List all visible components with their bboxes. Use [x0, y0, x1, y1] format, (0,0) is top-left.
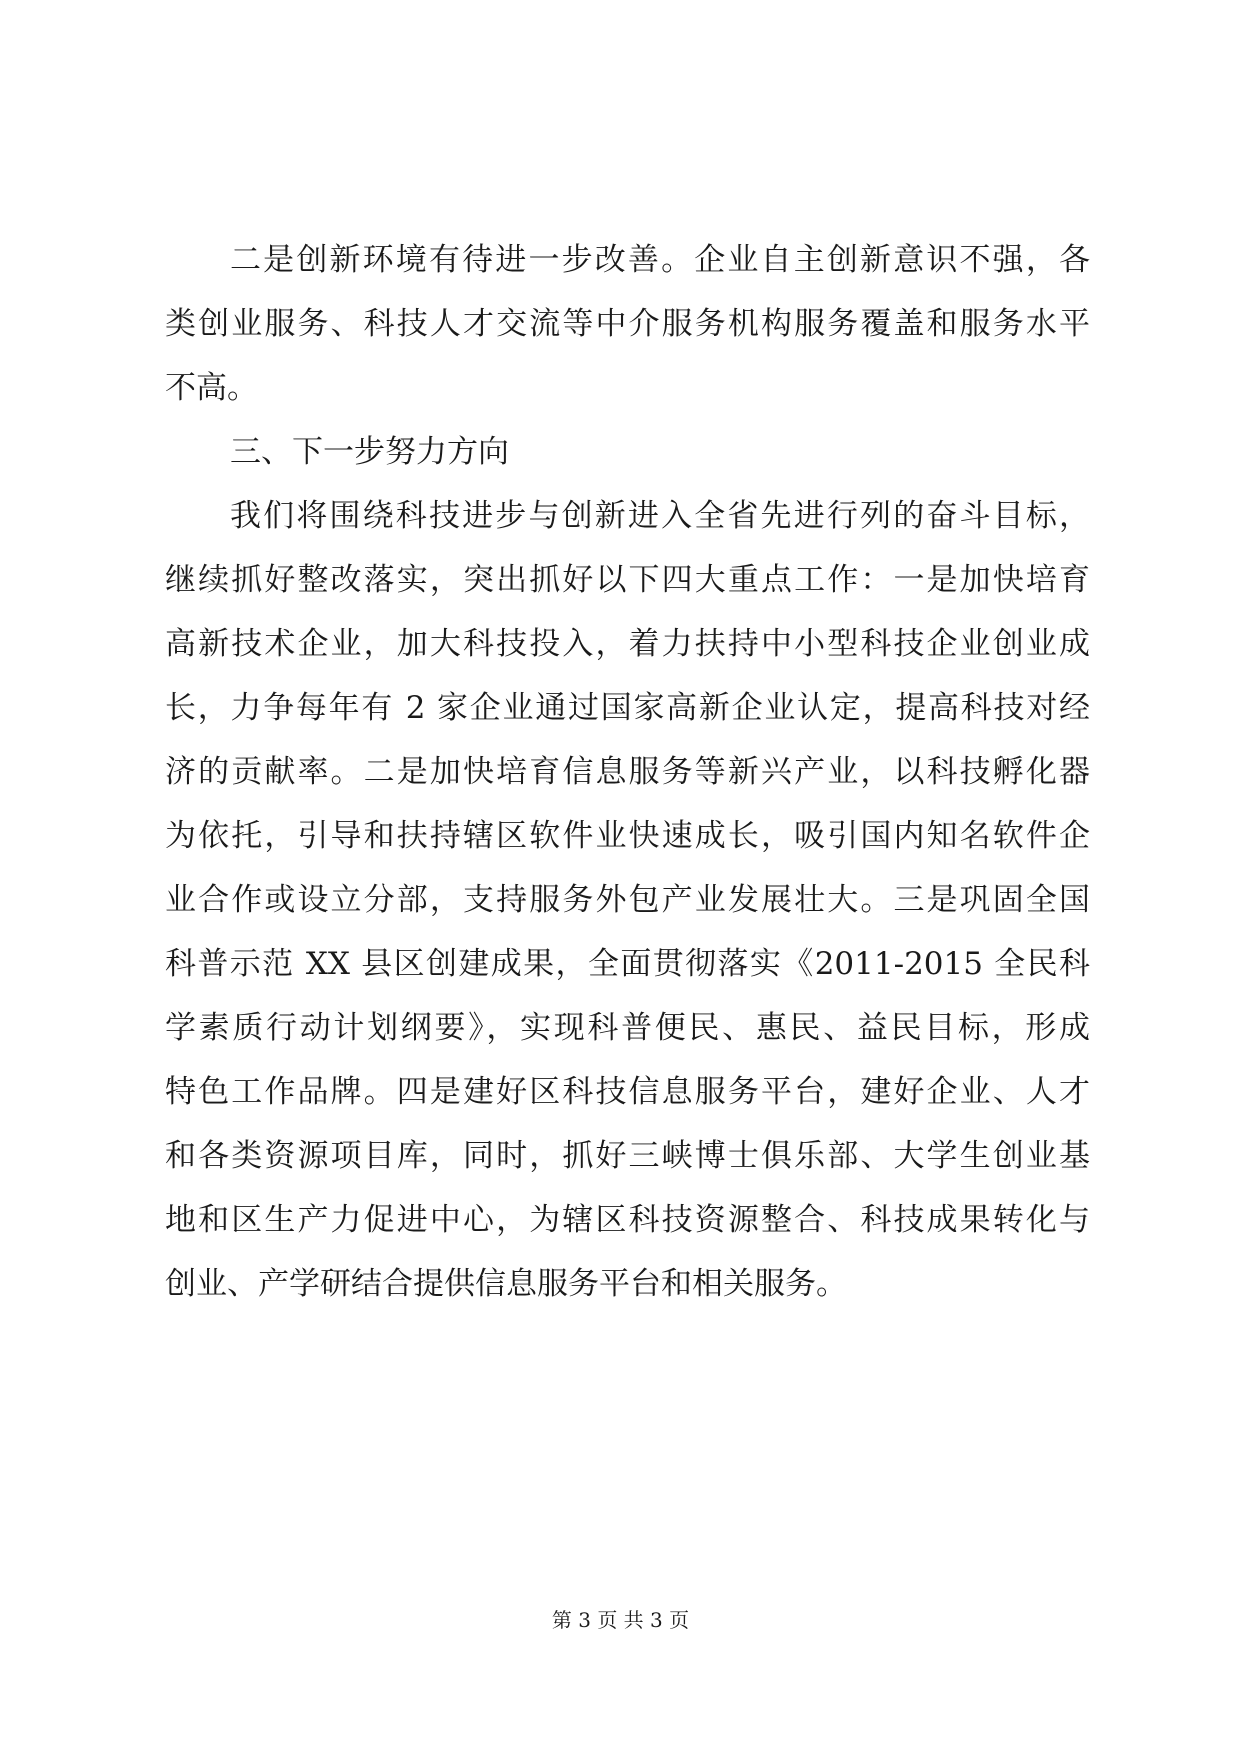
- paragraph-2-line-13: 创业、产学研结合提供信息服务平台和相关服务。: [165, 1266, 847, 1302]
- section-heading: 三、下一步努力方向: [230, 434, 509, 470]
- paragraph-2-line-5: 济的贡献率。二是加快培育信息服务等新兴产业，以科技孵化器: [165, 754, 1090, 790]
- paragraph-2-line-2: 继续抓好整改落实，突出抓好以下四大重点工作：一是加快培育: [165, 562, 1090, 598]
- paragraph-1-line-2: 类创业服务、科技人才交流等中介服务机构服务覆盖和服务水平: [165, 306, 1090, 342]
- paragraph-2-line-4: 长，力争每年有 2 家企业通过国家高新企业认定，提高科技对经: [165, 690, 1090, 726]
- paragraph-2-line-7: 业合作或设立分部，支持服务外包产业发展壮大。三是巩固全国: [165, 882, 1090, 918]
- paragraph-2-line-6: 为依托，引导和扶持辖区软件业快速成长，吸引国内知名软件企: [165, 818, 1090, 854]
- paragraph-2-line-10: 特色工作品牌。四是建好区科技信息服务平台，建好企业、人才: [165, 1074, 1090, 1110]
- paragraph-1-line-1: 二是创新环境有待进一步改善。企业自主创新意识不强，各: [230, 242, 1090, 278]
- paragraph-1-line-3: 不高。: [165, 370, 258, 406]
- paragraph-2-line-12: 地和区生产力促进中心，为辖区科技资源整合、科技成果转化与: [165, 1202, 1090, 1238]
- paragraph-2-line-11: 和各类资源项目库，同时，抓好三峡博士俱乐部、大学生创业基: [165, 1138, 1090, 1174]
- paragraph-2-line-3: 高新技术企业，加大科技投入，着力扶持中小型科技企业创业成: [165, 626, 1090, 662]
- paragraph-2-line-1: 我们将围绕科技进步与创新进入全省先进行列的奋斗目标，: [230, 498, 1090, 534]
- paragraph-2-line-8: 科普示范 XX 县区创建成果，全面贯彻落实《2011-2015 全民科: [165, 946, 1090, 982]
- page-number-footer: 第 3 页 共 3 页: [551, 1608, 690, 1632]
- document-body: [165, 228, 1090, 1316]
- paragraph-2-line-9: 学素质行动计划纲要》，实现科普便民、惠民、益民目标，形成: [165, 1010, 1090, 1046]
